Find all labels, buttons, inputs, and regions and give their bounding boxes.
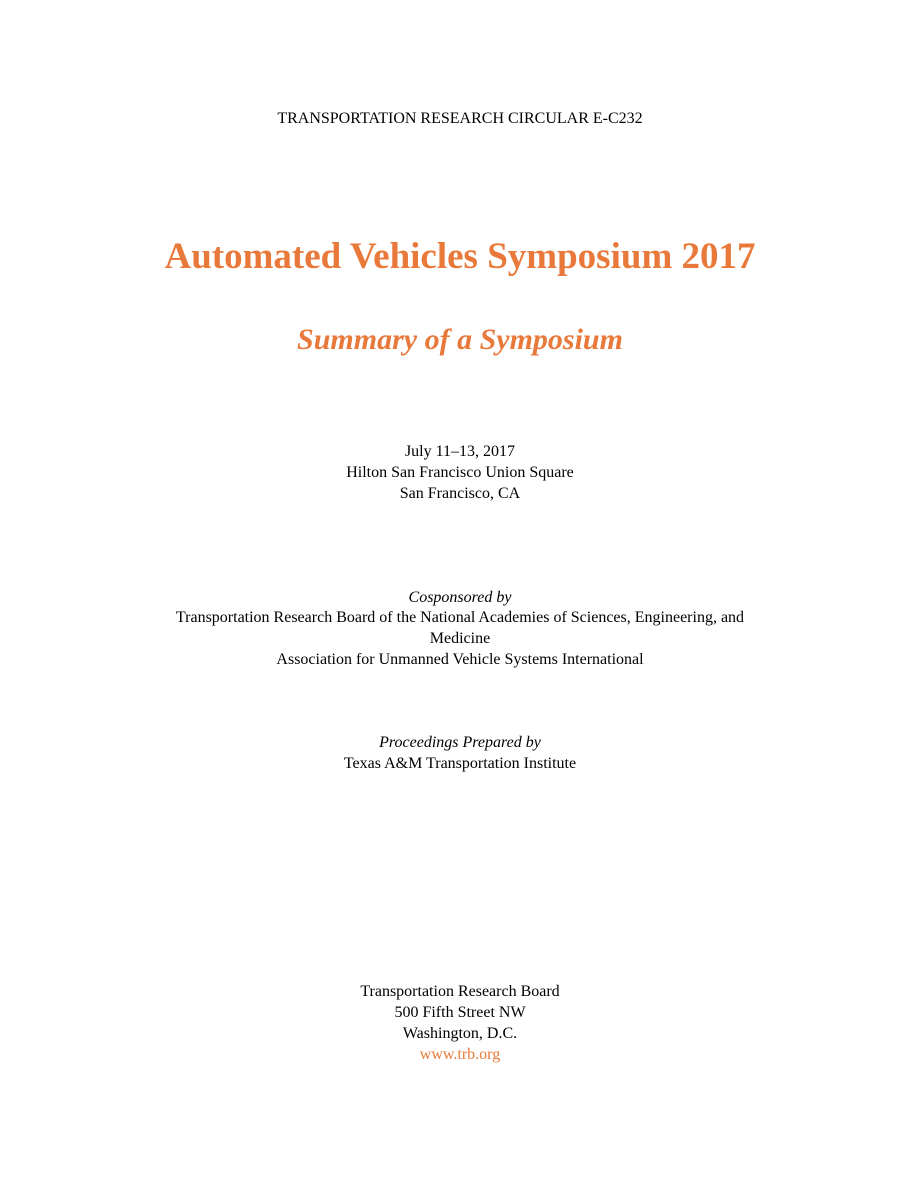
event-city: San Francisco, CA (399, 485, 521, 502)
publisher-name: Transportation Research Board (360, 983, 560, 1000)
cosponsor-trb-line-1: Transportation Research Board of the National Academies of Sciences, Engineering, and (175, 609, 745, 626)
cosponsors-label: Cosponsored by (408, 589, 512, 606)
cosponsor-auvsi: Association for Unmanned Vehicle Systems International (276, 651, 644, 668)
cosponsor-trb-line-2: Medicine (429, 630, 491, 647)
proceedings-preparer: Texas A&M Transportation Institute (343, 755, 577, 772)
circular-number: TRANSPORTATION RESEARCH CIRCULAR E-C232 (277, 110, 643, 127)
publisher-website-link[interactable]: www.trb.org (419, 1046, 501, 1063)
document-subtitle: Summary of a Symposium (297, 323, 623, 356)
proceedings-label: Proceedings Prepared by (379, 734, 541, 751)
publisher-city: Washington, D.C. (402, 1025, 518, 1042)
event-dates: July 11–13, 2017 (404, 443, 516, 460)
event-venue: Hilton San Francisco Union Square (346, 464, 574, 481)
document-title: Automated Vehicles Symposium 2017 (164, 236, 756, 277)
publisher-street: 500 Fifth Street NW (394, 1004, 526, 1021)
